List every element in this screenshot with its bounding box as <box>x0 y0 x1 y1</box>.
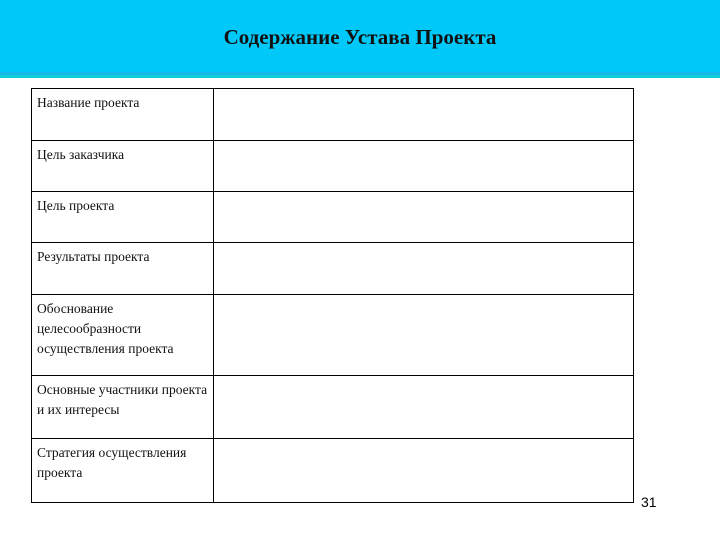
row-value-cell[interactable] <box>214 439 634 503</box>
row-label: Основные участники проекта и их интересы <box>32 376 214 439</box>
table-row <box>32 243 634 295</box>
table-row <box>32 141 634 192</box>
row-value-cell[interactable] <box>214 376 634 439</box>
table-row <box>32 192 634 243</box>
table-row <box>32 295 634 376</box>
row-label: Стратегия осуществления проекта <box>32 439 214 503</box>
row-value-cell[interactable] <box>214 243 634 295</box>
row-label: Название проекта <box>32 89 214 141</box>
row-value-cell[interactable] <box>214 295 634 376</box>
row-value-cell[interactable] <box>214 89 634 141</box>
banner-divider-accent <box>0 75 720 78</box>
table-row <box>32 89 634 141</box>
table-row <box>32 376 634 439</box>
page-title: Содержание Устава Проекта <box>223 25 497 49</box>
page-number: 31 <box>641 494 657 510</box>
project-charter-table <box>31 88 634 503</box>
row-value-cell[interactable] <box>214 141 634 192</box>
row-label: Цель проекта <box>32 192 214 243</box>
row-label: Цель заказчика <box>32 141 214 192</box>
row-value-cell[interactable] <box>214 192 634 243</box>
row-label: Результаты проекта <box>32 243 214 295</box>
table-row <box>32 439 634 503</box>
row-label: Обоснование целесообразности осуществления проекта <box>32 295 214 376</box>
